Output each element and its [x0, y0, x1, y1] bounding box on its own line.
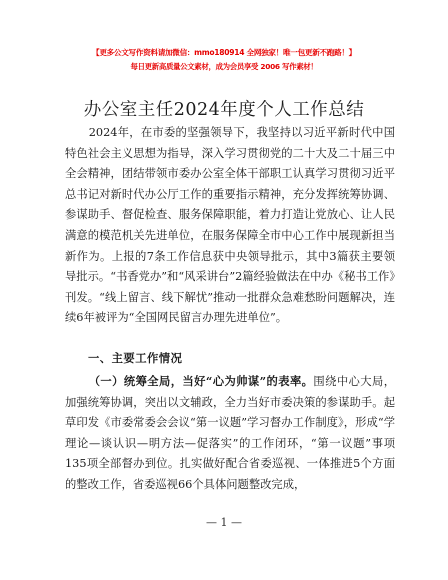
- document-title: 办公室主任2024年度个人工作总结: [83, 100, 365, 120]
- promo-banner-line-1: 【更多公文写作资料请加微信：mmo180914 全网独家！唯一包更新不跑路！】: [92, 48, 356, 57]
- section-1-body: [65, 371, 395, 496]
- section-heading: 一、主要工作情况: [88, 352, 183, 365]
- page-number: — 1 —: [206, 516, 242, 529]
- intro-paragraph: 2024年，在市委的坚强领导下，我坚持以习近平新时代中国特色社会主义思想为指导，深入学习贯彻党的二十大及二十届三中全会精神，团结带领市委办公室全体干部职工认真学习贯彻习近平总书记对新时代办公厅工作的重要指示精神，充分发挥统筹协调、参谋助手、督促检查、服务保障职能，着力打造让党放心、让人民满意的模范机关先进单位，在服务保障全市中心工作中展现新担当新作为。上报的7条工作信息获中央领导批示，其中3篇获主要领导批示。“书香党办”和“风采讲台”2篇经验做法在中办《秘书工作》刊发。“线上留言、线下解忧”推动一批群众急难愁盼问题解决，连续6年被评为“全国网民留言办理先进单位”。: [65, 126, 395, 325]
- promo-banner-line-2: 每日更新高质量公文素材，成为会员享受 2006 写作素材！: [130, 62, 318, 71]
- section-1-lead: （一）统筹全局，当好“心为帅谋”的表率。: [88, 374, 314, 388]
- intro-section: [65, 123, 395, 329]
- section-1-paragraph: [65, 371, 395, 496]
- section-1-text: 围绕中心大局，加强统筹协调，突出以文辅政，全力当好市委决策的参谋助手。起草印发《市委常委会会议“第一议题”学习督办工作制度》，形成“学理论—谈认识—明方法—促落实”的工作闭环，“第一议题”事项135项全部督办到位。扎实做好配合省委巡视、一体推进5个方面的整改工作，省委巡视66个具体问题整改完成，: [65, 375, 395, 491]
